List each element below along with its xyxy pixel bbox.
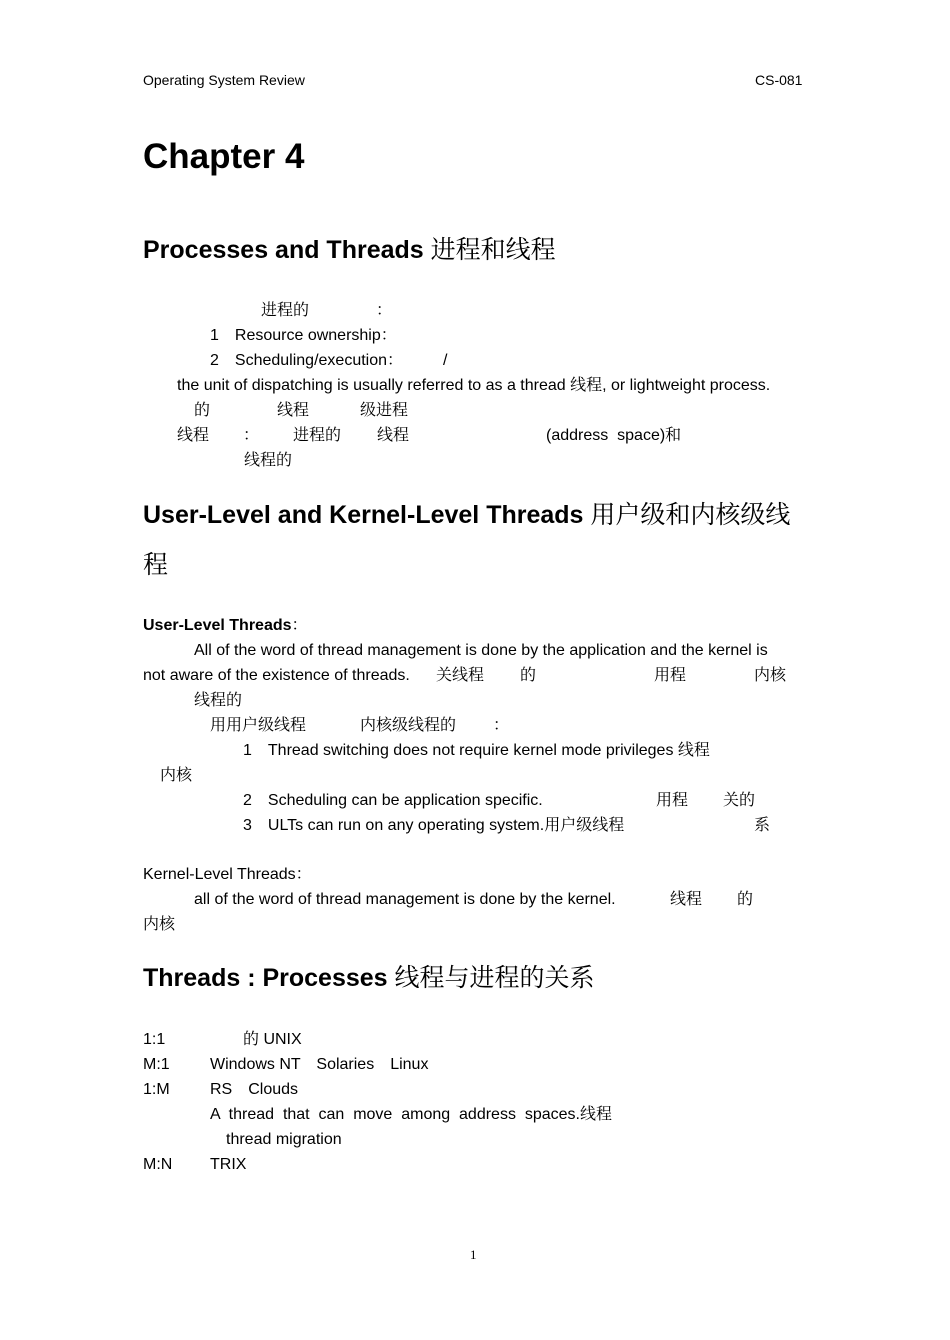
text-line: 进程的 [261, 302, 310, 319]
text-line: 内核 [754, 667, 787, 684]
section-title-cn: 线程与进程的关系 [394, 963, 595, 992]
header-right: CS-081 [755, 72, 803, 88]
section-title-cn: 进程和线程 [430, 235, 556, 264]
text-line: 线程的 [244, 452, 293, 469]
text-line: all of the word of thread management is done by the kernel. [194, 891, 616, 908]
ratio-text: thread migration [226, 1131, 342, 1148]
text-line: ： [376, 302, 393, 319]
text-line: ： [493, 717, 510, 734]
klt-heading: Kernel-Level Threads： [143, 866, 312, 883]
text-line: 进程的 [293, 427, 342, 444]
text-line: 线程 [670, 891, 703, 908]
text-line: not aware of the existence of threads. [143, 667, 410, 684]
text-line: 的 [737, 891, 754, 908]
section-title-threads-processes [143, 958, 595, 994]
text-line: ： [243, 427, 260, 444]
section-title-processes-threads [143, 230, 556, 266]
ratio-label: M:N [143, 1156, 173, 1173]
ratio-text: Windows NT Solaries Linux [210, 1056, 429, 1073]
ratio-text: A thread that can move among address spaces.线程 [210, 1106, 612, 1123]
text-line: 用程 [656, 792, 689, 809]
ratio-text: RS Clouds [210, 1081, 299, 1098]
text-line: 的 [194, 402, 211, 419]
text-line: 关的 [723, 792, 756, 809]
section-title-en: Threads : Processes [143, 964, 388, 992]
text-line: All of the word of thread management is done by the application and the kernel is [194, 642, 768, 659]
ratio-label: M:1 [143, 1056, 170, 1073]
text-line: (address space)和 [546, 427, 682, 444]
ratio-label: 1:1 [143, 1031, 166, 1048]
list-item: 2 Scheduling can be application specific. [243, 792, 543, 809]
ratio-text: 的 UNIX [243, 1031, 302, 1048]
ult-heading: User-Level Threads： [143, 617, 308, 634]
list-item: 3 ULTs can run on any operating system.用户级线程 [243, 817, 625, 834]
text-line: 用用户级线程 [210, 717, 307, 734]
section-title-ult-klt [143, 495, 790, 531]
text-line: 内核 [143, 916, 176, 933]
chapter-title: Chapter 4 [143, 137, 305, 176]
list-item: 1 Thread switching does not require kernel mode privileges 线程 [243, 742, 710, 759]
text-line: 内核级线程的 [360, 717, 457, 734]
header-left: Operating System Review [143, 72, 305, 88]
section-title-en: Processes and Threads [143, 236, 424, 264]
ratio-label: 1:M [143, 1081, 170, 1098]
section-title-cn: 用户级和内核级线 [590, 500, 791, 529]
text-line: 线程 [277, 402, 310, 419]
text-line: the unit of dispatching is usually referred to as a thread 线程, or lightweight process. [177, 377, 771, 394]
text-line: 线程 [377, 427, 410, 444]
text-line: / [443, 352, 448, 369]
list-item: 1 Resource ownership： [210, 327, 397, 344]
text-line: 用程 [654, 667, 687, 684]
text-line: 级进程 [360, 402, 409, 419]
section-title-en: User-Level and Kernel-Level Threads [143, 501, 584, 529]
page-number: 1 [470, 1247, 477, 1262]
text-line: 线程 [177, 427, 210, 444]
text-line: 线程的 [194, 692, 243, 709]
list-item: 2 Scheduling/execution： [210, 352, 404, 369]
ratio-text: TRIX [210, 1156, 247, 1173]
text-line: 内核 [160, 767, 193, 784]
text-line: 系 [754, 817, 771, 834]
text-line: 的 [520, 667, 537, 684]
section-title-cn-continued: 程 [143, 550, 169, 579]
text-line: 关线程 [436, 667, 485, 684]
